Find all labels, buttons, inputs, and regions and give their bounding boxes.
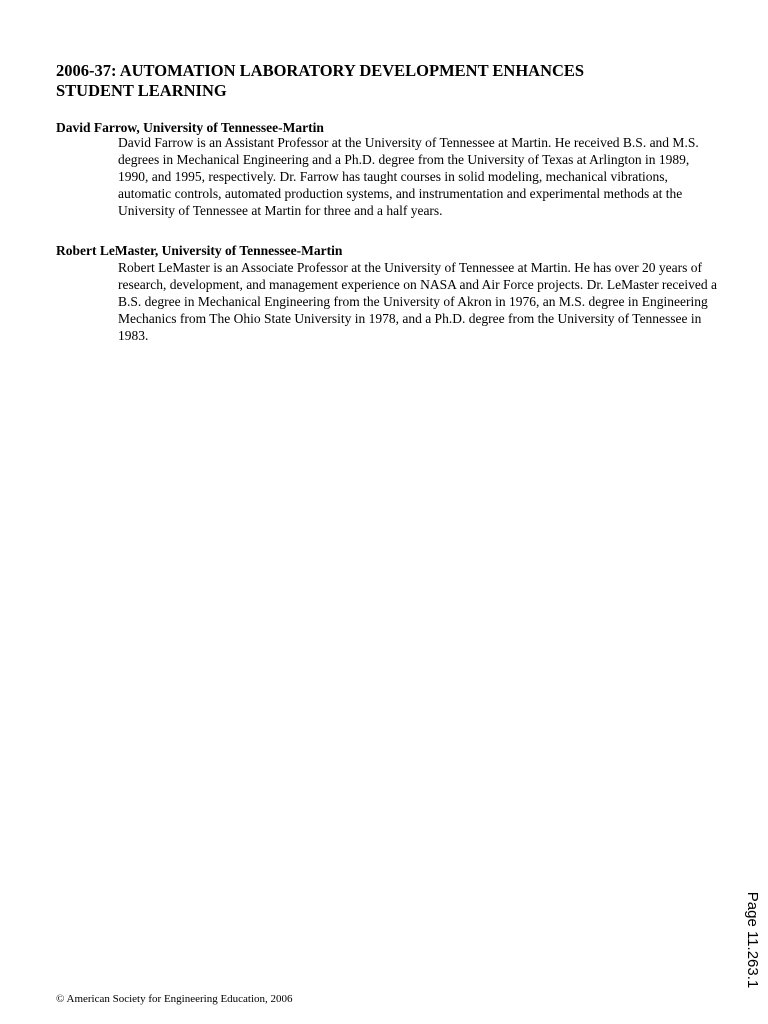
copyright-footer: © American Society for Engineering Education, 2006 bbox=[56, 993, 293, 1005]
paper-title bbox=[56, 61, 696, 101]
author-heading-farrow: David Farrow, University of Tennessee-Martin bbox=[56, 120, 324, 135]
page-number-stamp: Page 11.263.1 bbox=[744, 891, 761, 989]
paper-title-line-1: 2006-37: AUTOMATION LABORATORY DEVELOPMENT ENHANCES bbox=[56, 61, 585, 80]
author-bio-lemaster: Robert LeMaster is an Associate Professor at the University of Tennessee at Martin. He has over 20 years of research, development, and management experience on NASA and Air Force projects. Dr. LeMaster received a B.S. degree in Mechanical Engineering from the University of Akron in 1976, an M.S. degree in Engineering Mechanics from The Ohio State University in 1978, and a Ph.D. degree from the University of Tennessee in 1983. bbox=[118, 260, 718, 343]
author-heading-lemaster: Robert LeMaster, University of Tennessee-Martin bbox=[56, 243, 343, 258]
author-bio-farrow: David Farrow is an Assistant Professor at the University of Tennessee at Martin. He received B.S. and M.S. degrees in Mechanical Engineering and a Ph.D. degree from the University of Texas at Arlington in 1989, 1990, and 1995, respectively. Dr. Farrow has taught courses in solid modeling, mechanical vibrations, automatic controls, automated production systems, and instrumentation and experimental methods at the University of Tennessee at Martin for three and a half years. bbox=[118, 135, 699, 218]
paper-title-line-2: STUDENT LEARNING bbox=[56, 81, 227, 100]
